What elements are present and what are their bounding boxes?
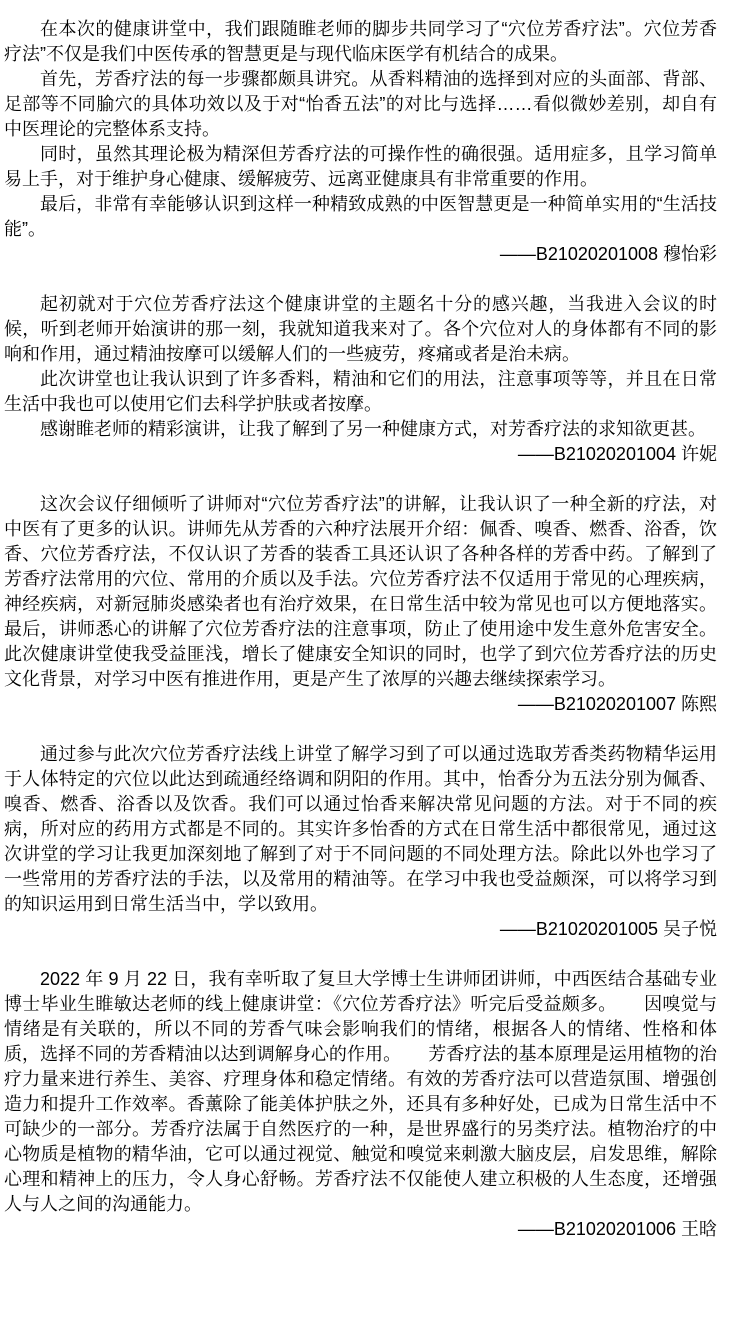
testimonial-block-2 <box>4 292 717 467</box>
testimonial-block-3 <box>4 492 717 717</box>
testimonial-block-1 <box>4 17 717 267</box>
testimonial-paragraph: 感谢睢老师的精彩演讲，让我了解到了另一种健康方式，对芳香疗法的求知欲更甚。 <box>40 419 706 439</box>
testimonial-paragraph: 此次讲堂也让我认识到了许多香料，精油和它们的用法，注意事项等等，并且在日常生活中我也可以使用它们去科学护肤或者按摩。 <box>4 369 717 414</box>
testimonial-paragraph: 在本次的健康讲堂中，我们跟随睢老师的脚步共同学习了“穴位芳香疗法”。穴位芳香疗法”不仅是我们中医传承的智慧更是与现代临床医学有机结合的成果。 <box>4 19 717 64</box>
testimonial-paragraph: 最后，非常有幸能够认识到这样一种精致成熟的中医智慧更是一种简单实用的“生活技能”。 <box>4 194 717 239</box>
testimonial-signature: ——B21020201004 许妮 <box>517 444 717 464</box>
testimonial-signature: ——B21020201005 吴子悦 <box>499 919 717 939</box>
testimonial-paragraph: 通过参与此次穴位芳香疗法线上讲堂了解学习到了可以通过选取芳香类药物精华运用于人体特定的穴位以此达到疏通经络调和阴阳的作用。其中，怡香分为五法分别为佩香、嗅香、燃香、浴香以及饮香。我们可以通过怡香来解决常见问题的方法。对于不同的疾病，所对应的药用方式都是不同的。其实许多怡香的方式在日常生活中都很常见，通过这次讲堂的学习让我更加深刻地了解到了对于不同问题的不同处理方法。除此以外也学习了一些常用的芳香疗法的手法，以及常用的精油等。在学习中我也受益颇深，可以将学习到的知识运用到日常生活当中，学以致用。 <box>4 744 717 914</box>
testimonial-paragraph: 同时，虽然其理论极为精深但芳香疗法的可操作性的确很强。适用症多，且学习简单易上手，对于维护身心健康、缓解疲劳、远离亚健康具有非常重要的作用。 <box>4 144 717 189</box>
testimonial-paragraph: 这次会议仔细倾听了讲师对“穴位芳香疗法”的讲解，让我认识了一种全新的疗法，对中医有了更多的认识。讲师先从芳香的六种疗法展开介绍：佩香、嗅香、燃香、浴香，饮香、穴位芳香疗法，不仅认识了芳香的装香工具还认识了各种各样的芳香中药。了解到了芳香疗法常用的穴位、常用的介质以及手法。穴位芳香疗法不仅适用于常见的心理疾病，神经疾病，对新冠肺炎感染者也有治疗效果，在日常生活中较为常见也可以方便地落实。最后，讲师悉心的讲解了穴位芳香疗法的注意事项，防止了使用途中发生意外危害安全。此次健康讲堂使我受益匪浅，增长了健康安全知识的同时，也学了到穴位芳香疗法的历史文化背景，对学习中医有推进作用，更是产生了浓厚的兴趣去继续探索学习。 <box>4 494 717 689</box>
testimonial-signature: ——B21020201008 穆怡彩 <box>499 244 717 264</box>
testimonial-paragraph: 2022 年 9 月 22 日，我有幸听取了复旦大学博士生讲师团讲师，中西医结合基础专业博士毕业生睢敏达老师的线上健康讲堂：《穴位芳香疗法》听完后受益颇多。 因嗅觉与情绪是有关联的，所以不同的芳香气味会影响我们的情绪，根据各人的情绪、性格和体质，选择不同的芳香精油以达到调解身心的作用。 芳香疗法的基本原理是运用植物的治疗力量来进行养生、美容、疗理身体和稳定情绪。有效的芳香疗法可以营造氛围、增强创造力和提升工作效率。香薰除了能美体护肤之外，还具有多种好处，已成为日常生活中不可缺少的一部分。芳香疗法属于自然医疗的一种，是世界盛行的另类疗法。植物治疗的中心物质是植物的精华油，它可以通过视觉、触觉和嗅觉来刺激大脑皮层，启发思维，解除心理和精神上的压力，令人身心舒畅。芳香疗法不仅能使人建立积极的人生态度，还增强人与人之间的沟通能力。 <box>4 969 717 1214</box>
testimonial-paragraph: 起初就对于穴位芳香疗法这个健康讲堂的主题名十分的感兴趣，当我进入会议的时候，听到老师开始演讲的那一刻，我就知道我来对了。各个穴位对人的身体都有不同的影响和作用，通过精油按摩可以缓解人们的一些疲劳，疼痛或者是治未病。 <box>4 294 717 364</box>
testimonial-signature: ——B21020201007 陈熙 <box>517 694 717 714</box>
testimonial-paragraph: 首先，芳香疗法的每一步骤都颇具讲究。从香料精油的选择到对应的头面部、背部、足部等不同腧穴的具体功效以及于对“怡香五法”的对比与选择……看似微妙差别，却自有中医理论的完整体系支持。 <box>4 69 717 139</box>
testimonial-block-5 <box>4 967 717 1242</box>
testimonial-block-4 <box>4 742 717 942</box>
testimonial-signature: ——B21020201006 王晗 <box>517 1219 717 1239</box>
